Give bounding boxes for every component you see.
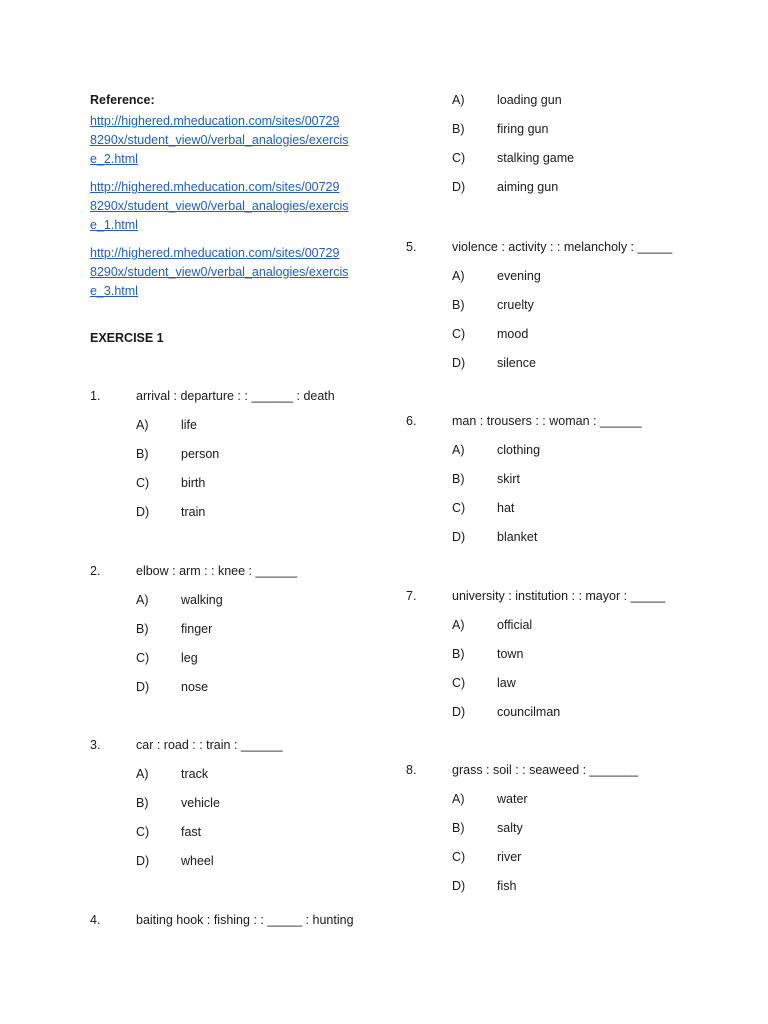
option-letter: D) — [452, 879, 466, 893]
option-text: silence — [497, 356, 536, 370]
option-text: stalking game — [497, 151, 575, 165]
question-number: 4. — [90, 913, 101, 927]
question-text: grass : soil : : seaweed : _______ — [452, 763, 639, 777]
option-text: finger — [181, 622, 213, 636]
reference-label: Reference: — [90, 93, 155, 107]
option-letter: A) — [452, 618, 465, 632]
option-letter: C) — [452, 327, 466, 341]
option-letter: B) — [452, 122, 465, 136]
question-number: 3. — [90, 738, 101, 752]
option-text: train — [181, 505, 206, 519]
question-number: 1. — [90, 389, 101, 403]
reference-link[interactable]: e_2.html — [90, 152, 138, 166]
option-letter: B) — [452, 821, 465, 835]
option-letter: C) — [452, 850, 466, 864]
question-number: 5. — [406, 240, 417, 254]
option-letter: D) — [452, 530, 466, 544]
option-text: firing gun — [497, 122, 549, 136]
option-text: cruelty — [497, 298, 534, 312]
option-text: fast — [181, 825, 202, 839]
reference-link[interactable]: e_3.html — [90, 284, 138, 298]
option-letter: C) — [136, 825, 150, 839]
question-text: man : trousers : : woman : ______ — [452, 414, 642, 428]
question-text: car : road : : train : ______ — [136, 738, 283, 752]
option-text: skirt — [497, 472, 520, 486]
option-text: track — [181, 767, 209, 781]
question-number: 2. — [90, 564, 101, 578]
option-letter: A) — [136, 593, 149, 607]
option-letter: C) — [136, 476, 150, 490]
option-text: town — [497, 647, 524, 661]
option-text: hat — [497, 501, 515, 515]
option-text: fish — [497, 879, 517, 893]
option-letter: A) — [452, 792, 465, 806]
question-text: baiting hook : fishing : : _____ : hunting — [136, 913, 354, 927]
option-text: aiming gun — [497, 180, 559, 194]
option-letter: C) — [452, 676, 466, 690]
question-number: 7. — [406, 589, 417, 603]
reference-link[interactable]: e_1.html — [90, 218, 138, 232]
option-letter: A) — [452, 269, 465, 283]
option-text: wheel — [181, 854, 214, 868]
option-text: law — [497, 676, 516, 690]
option-letter: D) — [136, 505, 150, 519]
reference-link[interactable]: http://highered.mheducation.com/sites/00729 — [90, 246, 340, 260]
option-letter: A) — [136, 767, 149, 781]
question-text: elbow : arm : : knee : ______ — [136, 564, 298, 578]
option-letter: C) — [452, 501, 466, 515]
option-text: vehicle — [181, 796, 220, 810]
option-text: leg — [181, 651, 198, 665]
option-text: water — [497, 792, 528, 806]
exercise-title: EXERCISE 1 — [90, 331, 164, 345]
option-letter: B) — [452, 298, 465, 312]
question-number: 6. — [406, 414, 417, 428]
option-letter: D) — [136, 854, 150, 868]
option-letter: B) — [452, 472, 465, 486]
option-letter: D) — [452, 356, 466, 370]
option-text: official — [497, 618, 533, 632]
option-letter: A) — [136, 418, 149, 432]
option-letter: C) — [136, 651, 150, 665]
option-text: life — [181, 418, 197, 432]
option-letter: A) — [452, 93, 465, 107]
reference-link[interactable]: 8290x/student_view0/verbal_analogies/exercis — [90, 199, 349, 213]
option-text: evening — [497, 269, 541, 283]
option-letter: C) — [452, 151, 466, 165]
option-letter: D) — [136, 680, 150, 694]
reference-link[interactable]: 8290x/student_view0/verbal_analogies/exercis — [90, 265, 349, 279]
option-letter: D) — [452, 705, 466, 719]
question-text: university : institution : : mayor : _____ — [452, 589, 666, 603]
option-text: loading gun — [497, 93, 562, 107]
question-text: violence : activity : : melancholy : _____ — [452, 240, 673, 254]
option-text: person — [181, 447, 220, 461]
option-text: birth — [181, 476, 206, 490]
option-letter: B) — [452, 647, 465, 661]
option-text: mood — [497, 327, 529, 341]
option-letter: B) — [136, 796, 149, 810]
option-text: nose — [181, 680, 209, 694]
question-text: arrival : departure : : ______ : death — [136, 389, 335, 403]
option-text: river — [497, 850, 522, 864]
option-text: blanket — [497, 530, 538, 544]
option-text: councilman — [497, 705, 561, 719]
option-text: salty — [497, 821, 523, 835]
option-text: clothing — [497, 443, 541, 457]
reference-link[interactable]: 8290x/student_view0/verbal_analogies/exercis — [90, 133, 349, 147]
question-number: 8. — [406, 763, 417, 777]
reference-link[interactable]: http://highered.mheducation.com/sites/00729 — [90, 180, 340, 194]
option-letter: B) — [136, 447, 149, 461]
reference-link[interactable]: http://highered.mheducation.com/sites/00729 — [90, 114, 340, 128]
option-letter: B) — [136, 622, 149, 636]
option-letter: D) — [452, 180, 466, 194]
option-text: walking — [181, 593, 223, 607]
option-letter: A) — [452, 443, 465, 457]
